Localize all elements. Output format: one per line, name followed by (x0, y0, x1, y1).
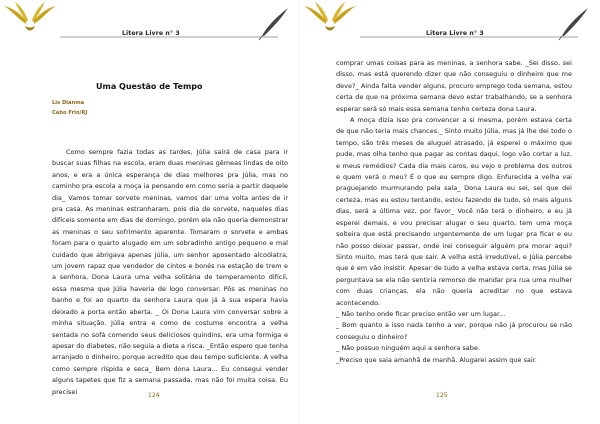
page-header (300, 0, 600, 44)
quill-pen-icon (559, 8, 588, 40)
author-city: Cabo Frio/RJ (52, 110, 88, 116)
paragraph: A moça dizia isso pra convencer a si mesma, porém estava certa de que não teria mais chances._ Sinto muito Júlia, mas já lhe dei todo o tempo, são três meses de aluguel atrasado, já esperei o máximo que pude, mas olha tenho que pagar as contas daqui, logo vão cortar a luz, e meus remédios? Cada dia mais caros, eu vejo o problema dos outros e quem verá o meu? É o que eu sempre digo. Enfurecida a velha vai praguejando murmurando pela sala_ Dona Laura eu sei, sei que dei certeza, mas eu estou tentando, estou fazendo de tudo, só mais alguns dias, será a última vez, por favor_ Você não terá o dinheiro, e eu já esperei demais, e vou precisar alugar o seu quarto, tem uma moça solteira que está precisando urgentemente de um lugar pra ficar e eu não posso deixar passar, onde irei conseguir alguém pra morar aqui? Sinto muito, mas terá que sair. A velha está irredutível, e Júlia percebe que é em vão insistir. Apesar de tudo a velha estava certa, mas Júlia se perguntava se ela não sentiria remorso de mandar pra rua uma mulher com duas crianças, ela não queria acreditar no que estava acontecendo. (336, 116, 572, 307)
story-body-left (52, 147, 288, 398)
right-page (300, 0, 600, 424)
header-title: Litera Livre n° 3 (122, 30, 180, 37)
header-graphics (300, 0, 600, 44)
header-graphics (0, 0, 300, 44)
page-header (0, 0, 300, 44)
story-title: Uma Questão de Tempo (96, 82, 203, 91)
paragraph: comprar umas coisas para as meninas, a senhora sabe. _Sei disso, sei disso, mas está querendo dizer que não conseguiu o dinheiro que me deve?_ Ainda falta vender alguns, procuro emprego toda semana, estou certa de que na próxima semana devo estar trabalhando, se a senhora esperar será só mais essa semana tenho certeza dona Laura. (336, 59, 572, 113)
quill-pen-icon (259, 8, 288, 40)
paragraph: Como sempre fazia todas as tardes, Júlia sairá de casa para ir buscar suas filhas na escola, eram duas meninas gêmeas lindas de oito anos, e era a única esperança de dias melhores pra Júlia, mas no caminho pra escola a moça ia pensando em como seria a partir daquele dia_ Vamos tomar sorvete meninas, vamos dar uma volta antes de ir pra casa. As meninas estranharam, pois dia de sorvete, naqueles dias difíceis somente em dias de domingo, porém ela não queria demonstrar as meninas o seu sofrimento aparente. Tomaram o sorvete e ambas foram para o quarto alugado em um sobradinho antigo pequeno e mal cuidado que abrigava apenas Júlia, um senhor aposentado alcoólatra, um jovem rapaz que vendedor de cintos e bonés na estação de trem e a senhora, Dona Laura uma velha solitária de temperamento difícil, essa mesma que Júlia haveria de logo conversar. Pôs as meninas no banho e foi ao quarto da senhora Laura que já à sua espera havia deixado a porta então aberta. _ Oi Dona Laura vim conversar sobre a minha situação. Júlia entra e como de costume encontra a velha sentada no sofá comendo seus deliciosos quindins, era uma formiga e apesar do diabetes, não seguia a dieta a risca. _Então espero que tenha arranjado o dinheiro, porque acredito que deu tempo suficiente. A velha como sempre ríspida e seca_ Bem dona Laura... Eu consegui vender alguns tapetes que fiz a semana passada, mas não foi muita coisa. Eu precisei (52, 148, 288, 396)
winged-emblem-icon (4, 2, 56, 31)
header-title: Litera Livre n° 3 (426, 30, 484, 37)
page-number: 125 (436, 392, 448, 399)
page-number: 124 (148, 392, 160, 399)
paragraph: _ Não tenho onde ficar preciso então ver um lugar... (336, 309, 506, 318)
winged-emblem-icon (304, 2, 356, 31)
paragraph: _ Não possuo ninguém aqui a senhora sabe. (336, 344, 480, 353)
paragraph: _Preciso que saia amanhã de manhã. Alugarei assim que sair. (336, 355, 537, 364)
story-body-right (336, 58, 572, 366)
author-name: Lis Dianma (52, 100, 85, 106)
paragraph: _ Bom quanto a isso nada tenho a ver, porque não já procurou se não conseguiu o dinheiro? (336, 321, 572, 341)
